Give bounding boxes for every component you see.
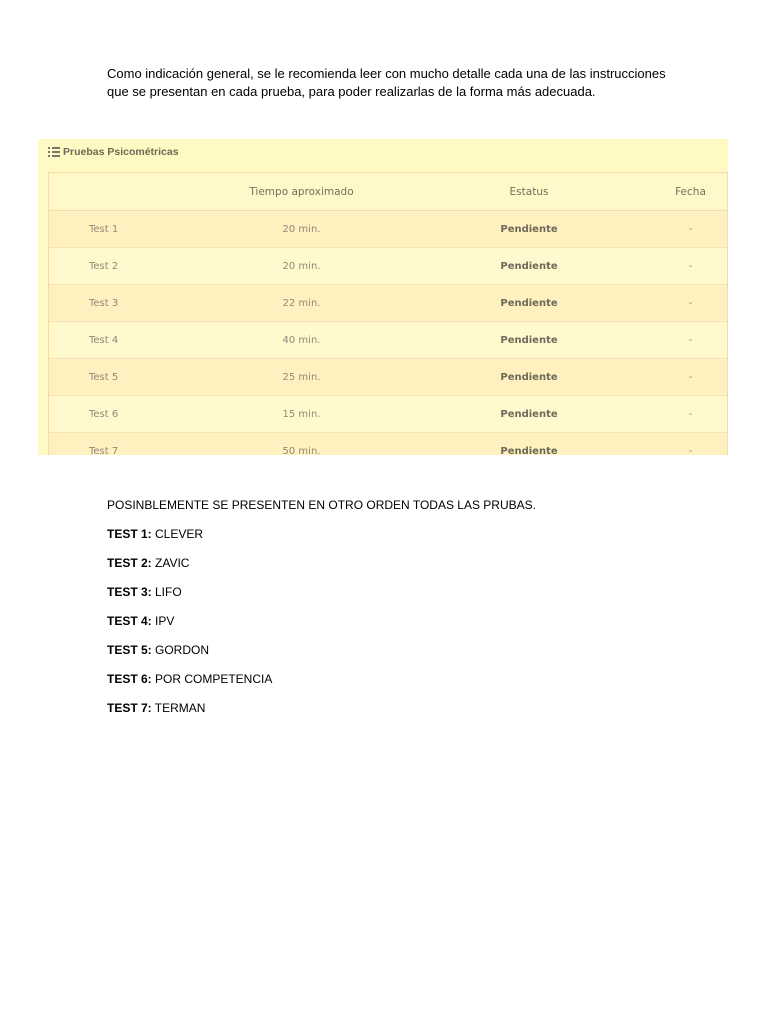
test-label: TEST 1: — [107, 527, 152, 541]
test-value: TERMAN — [151, 701, 206, 715]
test-name: Test 3 — [49, 285, 199, 322]
test-status: Pendiente — [404, 211, 654, 248]
column-header-date: Fecha — [654, 173, 727, 211]
table-row[interactable] — [49, 322, 727, 359]
test-status: Pendiente — [404, 322, 654, 359]
list-item — [107, 556, 536, 585]
column-header-status: Estatus — [404, 173, 654, 211]
test-date: - — [654, 285, 727, 322]
list-item — [107, 643, 536, 672]
test-name: Test 5 — [49, 359, 199, 396]
panel-title: Pruebas Psicométricas — [63, 146, 179, 158]
test-time: 50 min. — [199, 433, 404, 456]
panel-header — [48, 144, 179, 160]
test-name: Test 7 — [49, 433, 199, 456]
test-time: 22 min. — [199, 285, 404, 322]
test-name: Test 1 — [49, 211, 199, 248]
test-time: 15 min. — [199, 396, 404, 433]
test-status: Pendiente — [404, 285, 654, 322]
test-status: Pendiente — [404, 248, 654, 285]
intro-line-2: que se presentan en cada prueba, para poder realizarlas de la forma más adecuada. — [107, 84, 596, 99]
test-status: Pendiente — [404, 396, 654, 433]
notes-heading: POSINBLEMENTE SE PRESENTEN EN OTRO ORDEN TODAS LAS PRUBAS. — [107, 498, 536, 512]
test-value: GORDON — [151, 643, 210, 657]
test-name: Test 6 — [49, 396, 199, 433]
column-header-time: Tiempo aproximado — [199, 173, 404, 211]
test-date: - — [654, 211, 727, 248]
test-value: ZAVIC — [151, 556, 190, 570]
test-value: CLEVER — [151, 527, 204, 541]
test-date: - — [654, 396, 727, 433]
tests-table — [49, 173, 727, 455]
test-time: 25 min. — [199, 359, 404, 396]
test-date: - — [654, 433, 727, 456]
table-header-row — [49, 173, 727, 211]
table-row[interactable] — [49, 433, 727, 456]
test-date: - — [654, 248, 727, 285]
test-label: TEST 6: — [107, 672, 152, 686]
test-name: Test 2 — [49, 248, 199, 285]
test-value: POR COMPETENCIA — [151, 672, 273, 686]
psychometric-tests-panel — [38, 139, 728, 455]
table-row[interactable] — [49, 396, 727, 433]
column-header-name — [49, 173, 199, 211]
table-row[interactable] — [49, 285, 727, 322]
notes-section — [107, 498, 536, 730]
intro-paragraph — [107, 65, 687, 101]
test-time: 20 min. — [199, 211, 404, 248]
intro-line-1: Como indicación general, se le recomienda leer con mucho detalle cada una de las instrucciones — [107, 66, 666, 81]
list-item — [107, 614, 536, 643]
list-item — [107, 701, 536, 730]
table-row[interactable] — [49, 248, 727, 285]
list-icon — [48, 147, 60, 157]
test-time: 40 min. — [199, 322, 404, 359]
test-status: Pendiente — [404, 433, 654, 456]
table-row[interactable] — [49, 359, 727, 396]
test-label: TEST 2: — [107, 556, 152, 570]
list-item — [107, 585, 536, 614]
test-value: IPV — [151, 614, 175, 628]
test-label: TEST 4: — [107, 614, 152, 628]
test-date: - — [654, 322, 727, 359]
list-item — [107, 672, 536, 701]
test-label: TEST 5: — [107, 643, 152, 657]
tests-table-wrapper — [48, 172, 728, 455]
test-label: TEST 3: — [107, 585, 152, 599]
test-time: 20 min. — [199, 248, 404, 285]
table-row[interactable] — [49, 211, 727, 248]
test-date: - — [654, 359, 727, 396]
test-label: TEST 7: — [107, 701, 152, 715]
test-value: LIFO — [151, 585, 182, 599]
test-name: Test 4 — [49, 322, 199, 359]
list-item — [107, 527, 536, 556]
test-status: Pendiente — [404, 359, 654, 396]
